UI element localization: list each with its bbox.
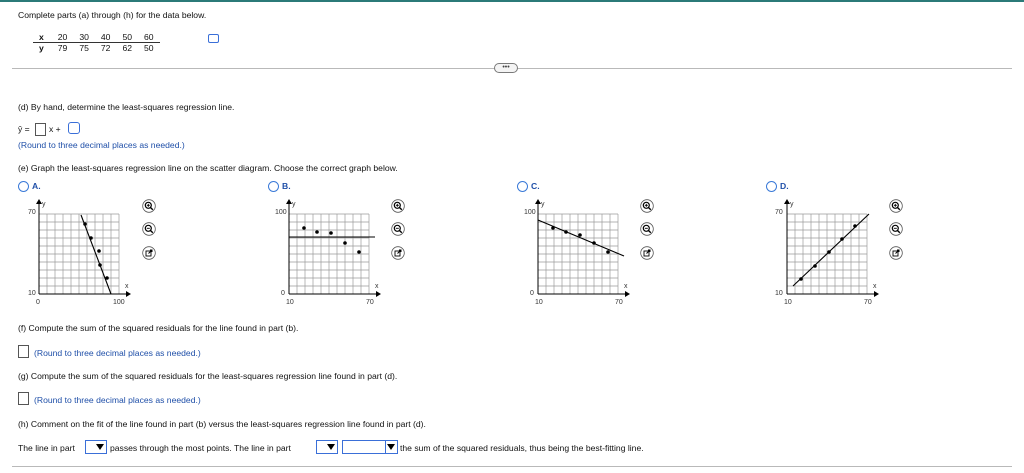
x-axis-label: x xyxy=(873,283,877,290)
part-e-question: (e) Graph the least-squares regression line on the scatter diagram. Choose the correct graph below. xyxy=(18,163,398,173)
chevron-down-icon xyxy=(96,444,104,450)
y-axis-bottom-label: 10 xyxy=(28,290,36,297)
x-axis-right-label: 70 xyxy=(864,299,872,306)
bottom-divider xyxy=(12,466,1012,467)
x-axis-label: x xyxy=(125,283,129,290)
data-table xyxy=(33,32,160,53)
option-c-radio[interactable] xyxy=(517,181,528,192)
top-accent-bar xyxy=(0,0,1024,2)
y-axis-top-label: 70 xyxy=(775,209,783,216)
copy-table-icon[interactable] xyxy=(208,34,219,43)
table-header-y: y xyxy=(39,43,44,53)
part-g-hint: (Round to three decimal places as needed.) xyxy=(34,395,201,405)
table-cell: 72 xyxy=(100,43,111,53)
option-a-graph xyxy=(25,198,135,310)
y-axis-top-label: 100 xyxy=(275,209,287,216)
zoom-out-icon[interactable] xyxy=(640,222,654,236)
part-f-hint: (Round to three decimal places as needed.) xyxy=(34,348,201,358)
part-h-question: (h) Comment on the fit of the line found in part (b) versus the least-squares regression line found in part (d). xyxy=(18,419,426,429)
zoom-in-icon[interactable] xyxy=(391,199,405,213)
table-cell: 62 xyxy=(122,43,133,53)
y-axis-label: y xyxy=(42,201,46,208)
part-h-text1: The line in part xyxy=(18,443,75,453)
x-axis-left-label: 10 xyxy=(286,299,294,306)
popout-icon[interactable] xyxy=(391,246,405,260)
x-axis-left-label: 10 xyxy=(784,299,792,306)
expand-button[interactable]: ••• xyxy=(494,63,518,73)
part-h-text3: the sum of the squared residuals, thus being the best-fitting line. xyxy=(400,443,644,453)
y-axis-bottom-label: 0 xyxy=(281,290,285,297)
slope-input[interactable] xyxy=(35,123,46,136)
table-row xyxy=(33,43,160,54)
x-axis-right-label: 70 xyxy=(366,299,374,306)
y-axis-top-label: 100 xyxy=(524,209,536,216)
zoom-in-icon[interactable] xyxy=(889,199,903,213)
y-axis-bottom-label: 0 xyxy=(530,290,534,297)
chevron-down-icon xyxy=(327,444,335,450)
table-cell: 20 xyxy=(52,32,74,43)
y-axis-top-label: 70 xyxy=(28,209,36,216)
part-h-text2: passes through the most points. The line in part xyxy=(110,443,291,453)
option-b-label: B. xyxy=(282,181,291,191)
part-f-question: (f) Compute the sum of the squared residuals for the line found in part (b). xyxy=(18,323,299,333)
popout-icon[interactable] xyxy=(889,246,903,260)
intro-text: Complete parts (a) through (h) for the data below. xyxy=(18,10,207,20)
x-axis-right-label: 70 xyxy=(615,299,623,306)
table-cell: 79 xyxy=(57,43,68,53)
x-axis-left-label: 0 xyxy=(36,299,40,306)
y-axis-label: y xyxy=(541,201,545,208)
table-cell: 50 xyxy=(116,32,138,43)
zoom-out-icon[interactable] xyxy=(889,222,903,236)
part-d-hint: (Round to three decimal places as needed.) xyxy=(18,140,185,150)
part-f-input[interactable] xyxy=(18,345,29,358)
part-h-select-2[interactable] xyxy=(316,440,338,454)
option-b-graph xyxy=(275,198,385,310)
x-plus-label: x + xyxy=(49,124,61,134)
popout-icon[interactable] xyxy=(640,246,654,260)
option-b-radio[interactable] xyxy=(268,181,279,192)
table-cell: 60 xyxy=(138,32,160,43)
option-a-radio[interactable] xyxy=(18,181,29,192)
part-g-input[interactable] xyxy=(18,392,29,405)
option-a-label: A. xyxy=(32,181,41,191)
select-divider xyxy=(385,441,386,453)
x-axis-right-label: 100 xyxy=(113,299,125,306)
zoom-out-icon[interactable] xyxy=(142,222,156,236)
y-axis-label: y xyxy=(292,201,296,208)
x-axis-left-label: 10 xyxy=(535,299,543,306)
table-header-x: x xyxy=(33,32,52,43)
option-c-graph xyxy=(524,198,634,310)
part-d-question: (d) By hand, determine the least-squares regression line. xyxy=(18,102,235,112)
chevron-down-icon xyxy=(387,444,395,450)
table-cell: 50 xyxy=(144,43,154,53)
intercept-input[interactable] xyxy=(68,122,80,134)
zoom-out-icon[interactable] xyxy=(391,222,405,236)
part-g-question: (g) Compute the sum of the squared residuals for the least-squares regression line found in part (d). xyxy=(18,371,398,381)
table-cell: 30 xyxy=(73,32,95,43)
x-axis-label: x xyxy=(375,283,379,290)
option-c-label: C. xyxy=(531,181,540,191)
part-h-select-1[interactable] xyxy=(85,440,107,454)
option-d-graph xyxy=(773,198,883,310)
option-d-radio[interactable] xyxy=(766,181,777,192)
x-axis-label: x xyxy=(624,283,628,290)
popout-icon[interactable] xyxy=(142,246,156,260)
option-d-label: D. xyxy=(780,181,789,191)
table-cell: 40 xyxy=(95,32,117,43)
zoom-in-icon[interactable] xyxy=(142,199,156,213)
y-axis-bottom-label: 10 xyxy=(775,290,783,297)
table-cell: 75 xyxy=(79,43,89,53)
yhat-label: ŷ = xyxy=(18,124,30,134)
table-row xyxy=(33,32,160,43)
y-axis-label: y xyxy=(790,201,794,208)
part-h-select-3[interactable] xyxy=(342,440,398,454)
zoom-in-icon[interactable] xyxy=(640,199,654,213)
